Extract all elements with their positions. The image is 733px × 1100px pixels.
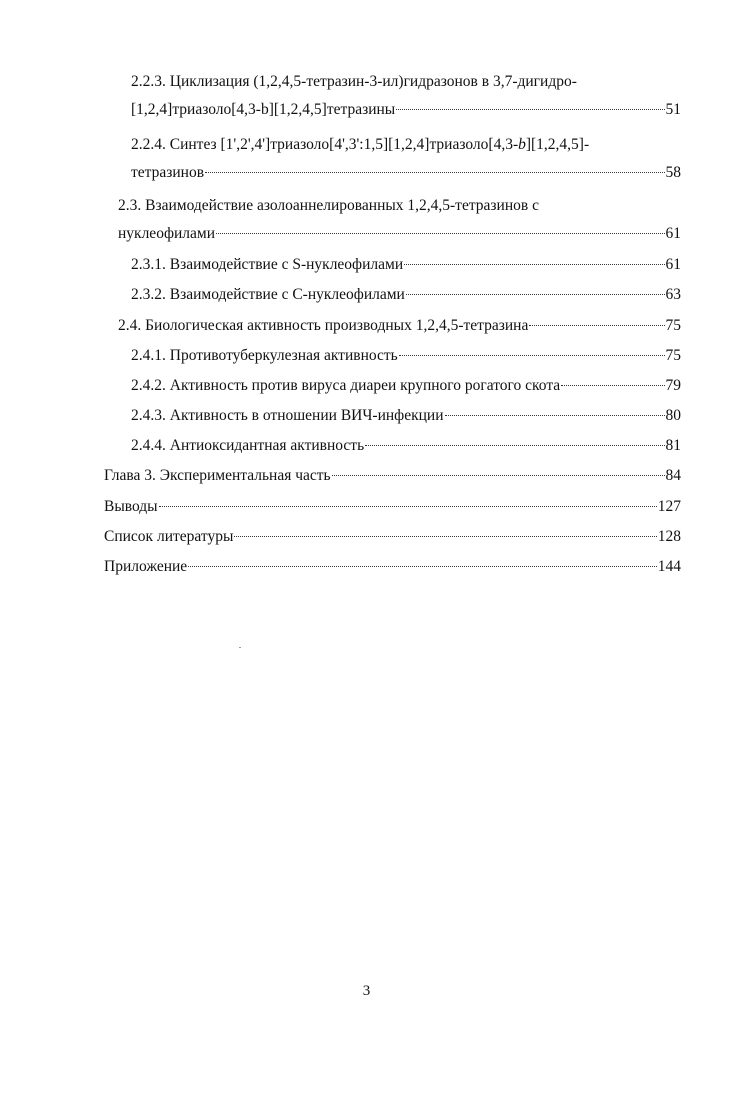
toc-entry-text: 2.4.4. Антиоксидантная активность [131,437,365,454]
toc-entry-2-4-2[interactable] [131,372,681,400]
toc-entry-text-part: ][1,2,4,5]- [525,136,590,153]
toc-entry-leader-line [118,220,681,248]
toc-page-number: 79 [665,377,681,394]
scan-speck [239,647,241,648]
toc-entry-line: тетразинов [131,164,205,181]
dot-leader [332,475,665,476]
toc-entry-2-4-3[interactable] [131,402,681,430]
toc-entry-line: 2.2.3. Циклизация (1,2,4,5-тетразин-3-ил)гидразонов в 3,7-дигидро- [131,73,577,90]
toc-page-number: 144 [657,558,681,575]
toc-page-number: 75 [665,317,681,334]
toc-page-number: 75 [665,347,681,364]
page-number: 3 [362,983,371,999]
toc-entry-text: 2.4.3. Активность в отношении ВИЧ-инфекции [131,407,444,424]
toc-entry-text: Глава 3. Экспериментальная часть [104,467,331,484]
toc-entry-text: 2.4.1. Противотуберкулезная активность [131,347,398,364]
toc-page-number: 58 [665,164,681,181]
toc-entry-text: Приложение [104,558,188,575]
toc-entry-line: нуклеофилами [118,225,215,242]
toc-page-number: 61 [665,256,681,273]
toc-entry-text: 2.3.1. Взаимодействие с S-нуклеофилами [131,256,404,273]
toc-entry-text: 2.4.2. Активность против вируса диареи крупного рогатого скота [131,377,561,394]
toc-page-number: 80 [665,407,681,424]
dot-leader [396,109,664,110]
toc-page-number: 81 [665,437,681,454]
dot-leader [216,233,665,234]
toc-entry-2-4-1[interactable] [131,342,681,370]
dot-leader [399,355,665,356]
toc-entry-2-3-2[interactable] [131,281,681,309]
toc-page-number: 61 [665,225,681,242]
toc-entry-chapter-3[interactable] [104,462,681,490]
toc-entry-2-3-1[interactable] [131,251,681,279]
toc-entry-2-3[interactable] [118,192,681,248]
toc-entry-2-2-3[interactable] [131,68,681,124]
toc-entry-text: Выводы [104,498,158,515]
dot-leader [205,172,664,173]
toc-entry-line [131,131,681,159]
dot-leader [529,325,664,326]
toc-entry-leader-line [131,96,681,124]
toc-page-number: 51 [665,101,681,118]
toc-entry-text-part: 2.2.4. Синтез [1',2',4']триазоло[4',3':1,5][1,2,4]триазоло[4,3- [131,136,519,153]
toc-entry-text: Список литературы [104,528,234,545]
dot-leader [406,294,665,295]
dot-leader [234,536,656,537]
dot-leader [159,506,657,507]
toc-entry-text-italic: b [518,136,526,153]
toc-entry-text: 2.4. Биологическая активность производных 1,2,4,5-тетразина [118,317,529,334]
dot-leader [365,445,664,446]
toc-entry-references[interactable] [104,523,681,551]
toc-entry-appendix[interactable] [104,553,681,581]
toc-page-number: 63 [665,286,681,303]
toc-page-number: 128 [657,528,681,545]
dot-leader [404,264,664,265]
toc-entry-line: 2.3. Взаимодействие азолоаннелированных 1,2,4,5-тетразинов с [118,197,539,214]
dot-leader [445,415,665,416]
toc-entry-2-2-4[interactable] [131,131,681,187]
toc-entry-2-4[interactable] [118,312,681,340]
dot-leader [561,385,664,386]
toc-entry-text: 2.3.2. Взаимодействие с C-нуклеофилами [131,286,405,303]
toc-entry-leader-line [131,159,681,187]
toc-page-number: 84 [665,467,681,484]
dot-leader [188,566,657,567]
toc-page-number: 127 [657,498,681,515]
toc-entry-conclusions[interactable] [104,493,681,521]
toc-entry-line: [1,2,4]триазоло[4,3-b][1,2,4,5]тетразины [131,101,396,118]
toc-entry-2-4-4[interactable] [131,432,681,460]
